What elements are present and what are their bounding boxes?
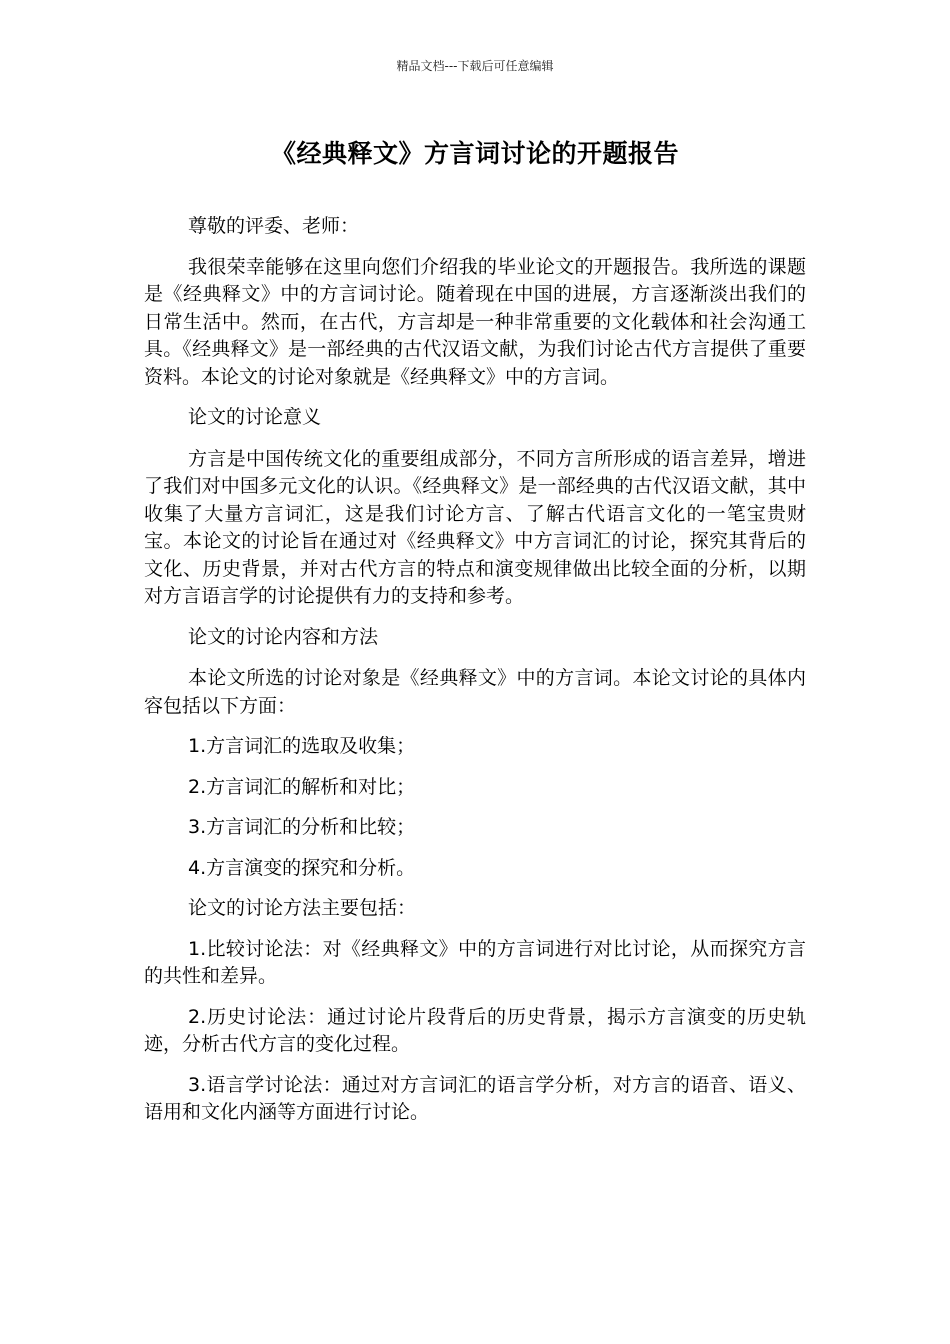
intro-paragraph: 我很荣幸能够在这里向您们介绍我的毕业论文的开题报告。我所选的课题是《经典释文》中的方言词讨论。随着现在中国的进展，方言逐渐淡出我们的日常生活中。然而，在古代，方言却是一种非常重要的文化载体和社会沟通工具。《经典释文》是一部经典的古代汉语文献，为我们讨论古代方言提供了重要资料。本论文的讨论对象就是《经典释文》中的方言词。: [144, 255, 806, 388]
section-heading-content-method: 论文的讨论内容和方法: [188, 625, 379, 648]
significance-paragraph: 方言是中国传统文化的重要组成部分，不同方言所形成的语言差异，增进了我们对中国多元文化的认识。《经典释文》是一部经典的古代汉语文献，其中收集了大量方言词汇，这是我们讨论方言、了解古代语言文化的一笔宝贵财宝。本论文的讨论旨在通过对《经典释文》中方言词汇的讨论，探究其背后的文化、历史背景，并对古代方言的特点和演变规律做出比较全面的分析，以期对方言语言学的讨论提供有力的支持和参考。: [144, 447, 806, 607]
document-body: [144, 213, 806, 1140]
method-list-item: 1.比较讨论法：对《经典释文》中的方言词进行对比讨论，从而探究方言的共性和差异。: [144, 937, 806, 987]
method-list-item: 2.历史讨论法：通过讨论片段背后的历史背景，揭示方言演变的历史轨迹，分析古代方言的变化过程。: [144, 1005, 806, 1055]
content-list-item: 1.方言词汇的选取及收集；: [188, 735, 416, 757]
methods-intro: 论文的讨论方法主要包括：: [188, 897, 417, 919]
salutation: 尊敬的评委、老师：: [188, 215, 360, 237]
content-list-item: 3.方言词汇的分析和比较；: [188, 816, 416, 838]
content-paragraph: 本论文所选的讨论对象是《经典释文》中的方言词。本论文讨论的具体内容包括以下方面：: [144, 667, 806, 717]
section-heading-significance: 论文的讨论意义: [188, 406, 322, 428]
content-list-item: 4.方言演变的探究和分析。: [188, 856, 416, 879]
page-header: 精品文档---下载后可任意编辑: [396, 59, 554, 73]
document-title: 《经典释文》方言词讨论的开题报告: [270, 139, 679, 168]
content-list-item: 2.方言词汇的解析和对比；: [188, 775, 416, 798]
method-list-item: 3.语言学讨论法：通过对方言词汇的语言学分析，对方言的语音、语义、语用和文化内涵等方面进行讨论。: [144, 1073, 806, 1123]
